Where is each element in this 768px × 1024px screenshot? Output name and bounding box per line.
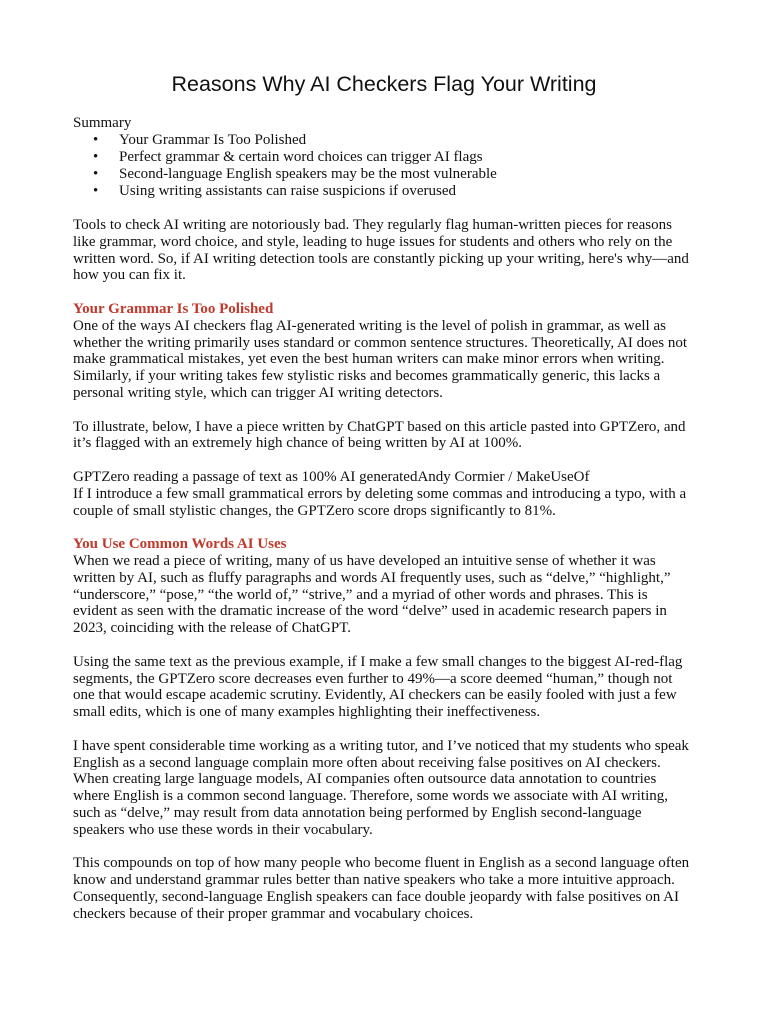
paragraph: This compounds on top of how many people who become fluent in English as a second language often know and understand grammar rules better than native speakers who take a more intuitive approach. Consequently, second-language English speakers can face double jeopardy with false positives on AI checkers because of their proper grammar and vocabulary choices.: [73, 855, 690, 922]
summary-item-text: Perfect grammar & certain word choices can trigger AI flags: [119, 149, 483, 165]
summary-item: [73, 166, 695, 183]
paragraph: To illustrate, below, I have a piece written by ChatGPT based on this article pasted into GPTZero, and it’s flagged with an extremely high chance of being written by AI at 100%.: [73, 418, 686, 452]
paragraph: Using the same text as the previous example, if I make a few small changes to the biggest AI-red-flag segments, the GPTZero score decreases even further to 49%—a score deemed “human,” though not one that would escape academic scrutiny. Evidently, AI checkers can be easily fooled with just a few small edits, which is one of many examples highlighting their ineffectiveness.: [73, 653, 683, 721]
summary-item-text: Your Grammar Is Too Polished: [119, 132, 307, 148]
summary-label: Summary: [73, 115, 132, 131]
document-page: [73, 68, 695, 939]
paragraph: One of the ways AI checkers flag AI-generated writing is the level of polish in grammar, as well as whether the writing primarily uses standard or common sentence structures. Theoretically, AI does not make grammatical mistakes, yet even the best human writers can make minor errors when writing. Similarly, if your writing takes few stylistic risks and becomes grammatically generic, this lacks a personal writing style, which can trigger AI writing detectors.: [73, 317, 687, 401]
summary-item: [73, 132, 695, 149]
paragraph: When we read a piece of writing, many of us have developed an intuitive sense of whether it was written by AI, such as fluffy paragraphs and words AI frequently uses, such as “delve,” “highlight,” “underscore,” “pose,” “the world of,” “strive,” and a myriad of other words and phrases. This is evident as seen with the dramatic increase of the word “delve” used in academic research papers in 2023, coinciding with the release of ChatGPT.: [73, 552, 671, 637]
section-heading-common-words: You Use Common Words AI Uses: [73, 536, 287, 553]
bullet-icon: •: [93, 149, 99, 165]
bullet-icon: •: [93, 166, 99, 182]
bullet-icon: •: [93, 132, 99, 148]
summary-list: [73, 132, 695, 200]
paragraph: If I introduce a few small grammatical errors by deleting some commas and introducing a typo, with a couple of small stylistic changes, the GPTZero score drops significantly to 81%.: [73, 485, 687, 519]
summary-item-text: Second-language English speakers may be the most vulnerable: [119, 166, 497, 182]
section-heading-grammar: Your Grammar Is Too Polished: [73, 300, 274, 317]
summary-item: [73, 149, 695, 166]
document-title: Reasons Why AI Checkers Flag Your Writing: [171, 72, 597, 96]
intro-paragraph: Tools to check AI writing are notoriously bad. They regularly flag human-written pieces for reasons like grammar, word choice, and style, leading to huge issues for students and others who rely on the written word. So, if AI writing detection tools are constantly picking up your writing, here's why—and how you can fix it.: [73, 217, 689, 284]
bullet-icon: •: [93, 183, 99, 199]
summary-item: [73, 183, 695, 200]
paragraph: I have spent considerable time working as a writing tutor, and I’ve noticed that my students who speak English as a second language complain more often about receiving false positives on AI checkers. When creating large language models, AI companies often outsource data annotation to countries where English is a common second language. Therefore, some words we associate with AI writing, such as “delve,” may result from data annotation being performed by English second-language speakers who use these words in their vocabulary.: [73, 737, 689, 838]
summary-item-text: Using writing assistants can raise suspicions if overused: [119, 183, 457, 199]
image-caption: GPTZero reading a passage of text as 100% AI generatedAndy Cormier / MakeUseOf: [73, 468, 590, 485]
